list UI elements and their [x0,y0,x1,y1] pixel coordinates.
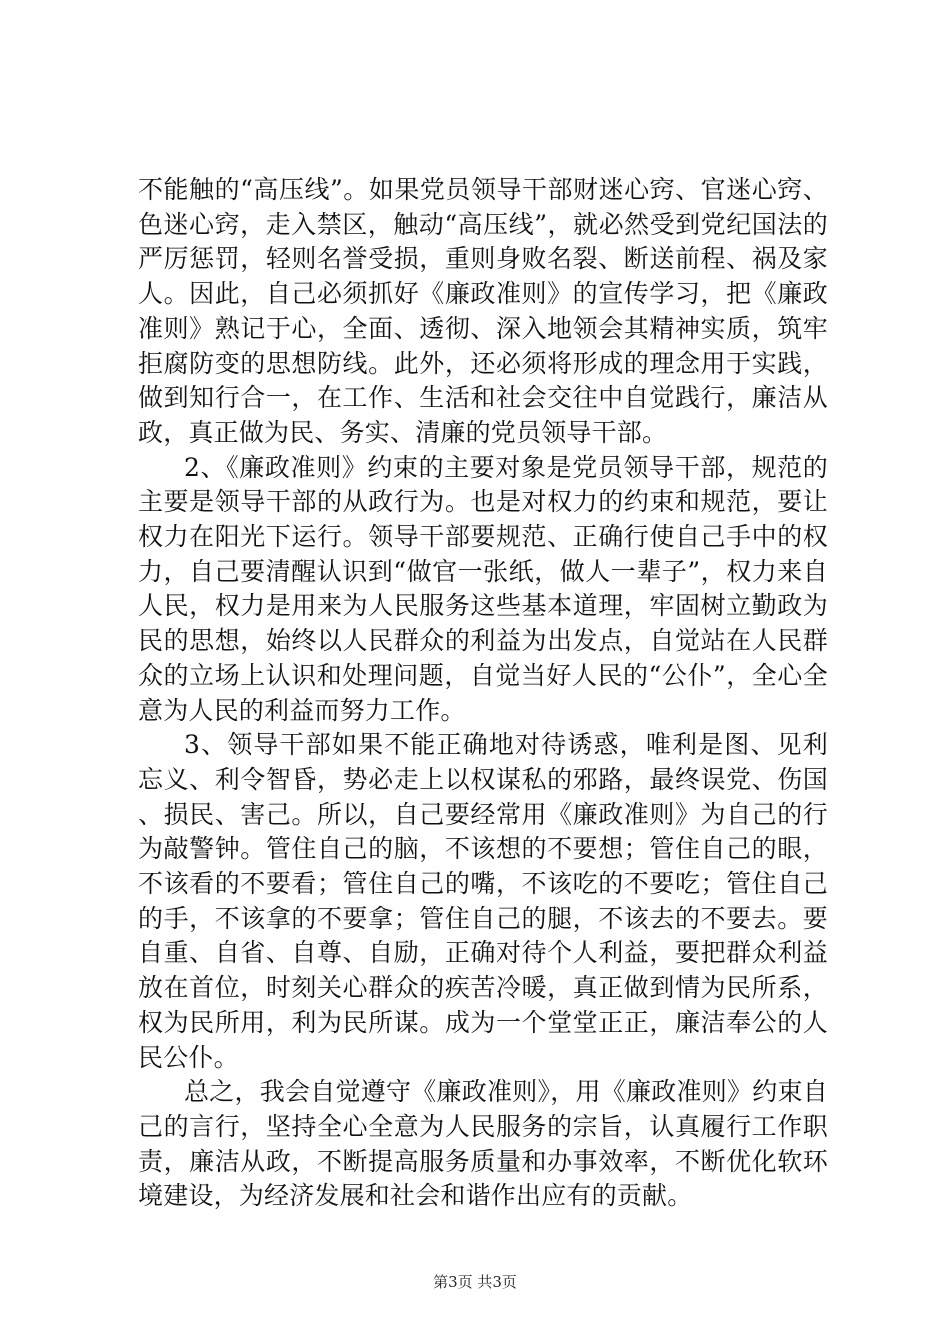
paragraph-conclusion: 总之，我会自觉遵守《廉政准则》，用《廉政准则》约束自己的言行，坚持全心全意为人民服务的宗旨，认真履行工作职责，廉洁从政，不断提高服务质量和办事效率，不断优化软环境建设，为经济发展和社会和谐作出应有的贡献。 [138,1077,828,1211]
paragraph-point-2: 2、《廉政准则》约束的主要对象是党员领导干部，规范的主要是领导干部的从政行为。也是对权力的约束和规范，要让权力在阳光下运行。领导干部要规范、正确行使自己手中的权力，自己要清醒认识到“做官一张纸，做人一辈子”，权力来自人民，权力是用来为人民服务这些基本道理，牢固树立勤政为民的思想，始终以人民群众的利益为出发点，自觉站在人民群众的立场上认识和处理问题，自觉当好人民的“公仆”，全心全意为人民的利益而努力工作。 [138,452,828,725]
paragraph-point-3: 3、领导干部如果不能正确地对待诱惑，唯利是图、见利忘义、利令智昏，势必走上以权谋私的邪路，最终误党、伤国、损民、害己。所以，自己要经常用《廉政准则》为自己的行为敲警钟。管住自己的脑，不该想的不要想；管住自己的眼，不该看的不要看；管住自己的嘴，不该吃的不要吃；管住自己的手，不该拿的不要拿；管住自己的腿，不该去的不要去。要自重、自省、自尊、自励，正确对待个人利益，要把群众利益放在首位，时刻关心群众的疾苦冷暖，真正做到情为民所系，权为民所用，利为民所谋。成为一个堂堂正正，廉洁奉公的人民公仆。 [138,730,828,1072]
paragraph-continued: 不能触的“高压线”。如果党员领导干部财迷心窍、官迷心窍、色迷心窍，走入禁区，触动“高压线”，就必然受到党纪国法的严厉惩罚，轻则名誉受损，重则身败名裂、断送前程、祸及家人。因此，自己必须抓好《廉政准则》的宣传学习，把《廉政准则》熟记于心，全面、透彻、深入地领会其精神实质，筑牢拒腐防变的思想防线。此外，还必须将形成的理念用于实践，做到知行合一，在工作、生活和社会交往中自觉践行，廉洁从政，真正做为民、务实、清廉的党员领导干部。 [138,175,828,447]
document-body [138,173,828,1214]
page-footer: 第3页 共3页 [433,1273,517,1291]
